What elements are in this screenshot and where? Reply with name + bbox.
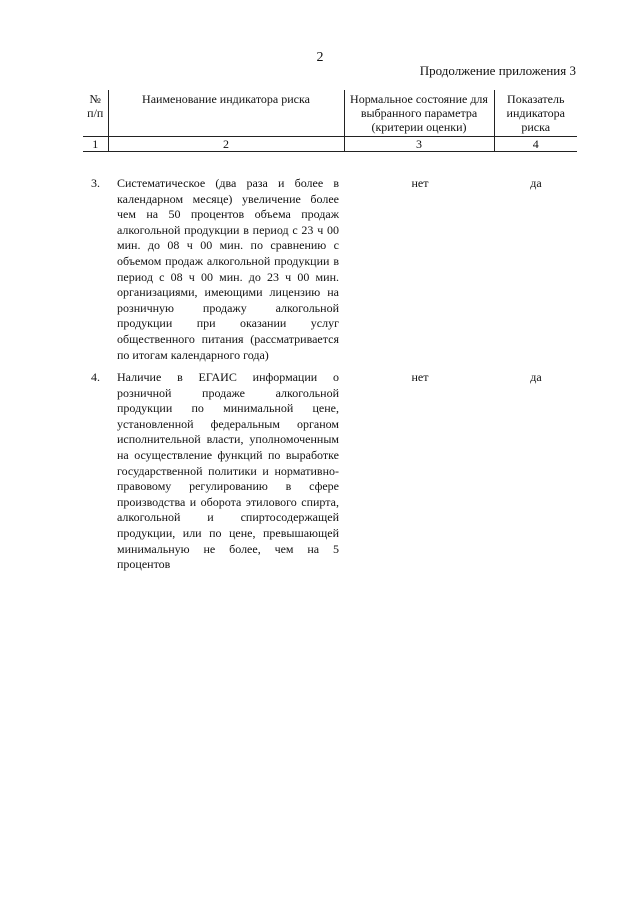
header-number: № п/п xyxy=(83,90,108,137)
column-numbers-row xyxy=(83,137,577,152)
header-normal-state: Нормальное состояние для выбранного параметра (критерии оценки) xyxy=(344,90,494,137)
header-row xyxy=(83,90,577,137)
indicator-name: Наличие в ЕГАИС информации о розничной продаже алкогольной продукции по минимальной цене, установленной федеральным органом исполнительной власти, уполномоченным на осуществление функций по выработке государственной политики и нормативно-правовому регулированию в сфере производства и оборота этилового спирта, алкогольной и спиртосодержащей продукции, или по цене, превышающей минимальную не более, чем на 5 процентов xyxy=(117,370,339,572)
column-number-1: 1 xyxy=(83,137,108,152)
header-indicator-name: Наименование индикатора риска xyxy=(108,90,344,137)
normal-state: нет xyxy=(411,370,429,384)
indicator-name: Систематическое (два раза и более в календарном месяце) увеличение более чем на 50 процентов объема продаж алкогольной продукции в период с 23 ч 00 мин. до 08 ч 00 мин. по сравнению с объемом продаж алкогольной продукции в период с 08 ч 00 мин. до 23 ч 00 мин. организациями, имеющими лицензию на розничную продажу алкогольной продукции при оказании услуг общественного питания (рассматривается по итогам календарного года) xyxy=(117,176,339,362)
indicator-value: да xyxy=(530,176,542,190)
column-number-4: 4 xyxy=(494,137,577,152)
column-number-2: 2 xyxy=(108,137,344,152)
row-number: 4. xyxy=(91,370,100,384)
continuation-label: Продолжение приложения 3 xyxy=(419,63,576,78)
indicator-value: да xyxy=(530,370,542,384)
column-number-3: 3 xyxy=(344,137,494,152)
risk-indicators-table-header xyxy=(83,90,577,152)
header-indicator-value: Показатель индикатора риска xyxy=(494,90,577,137)
row-number: 3. xyxy=(91,176,100,190)
normal-state: нет xyxy=(411,176,429,190)
page-number: 2 xyxy=(316,50,324,65)
